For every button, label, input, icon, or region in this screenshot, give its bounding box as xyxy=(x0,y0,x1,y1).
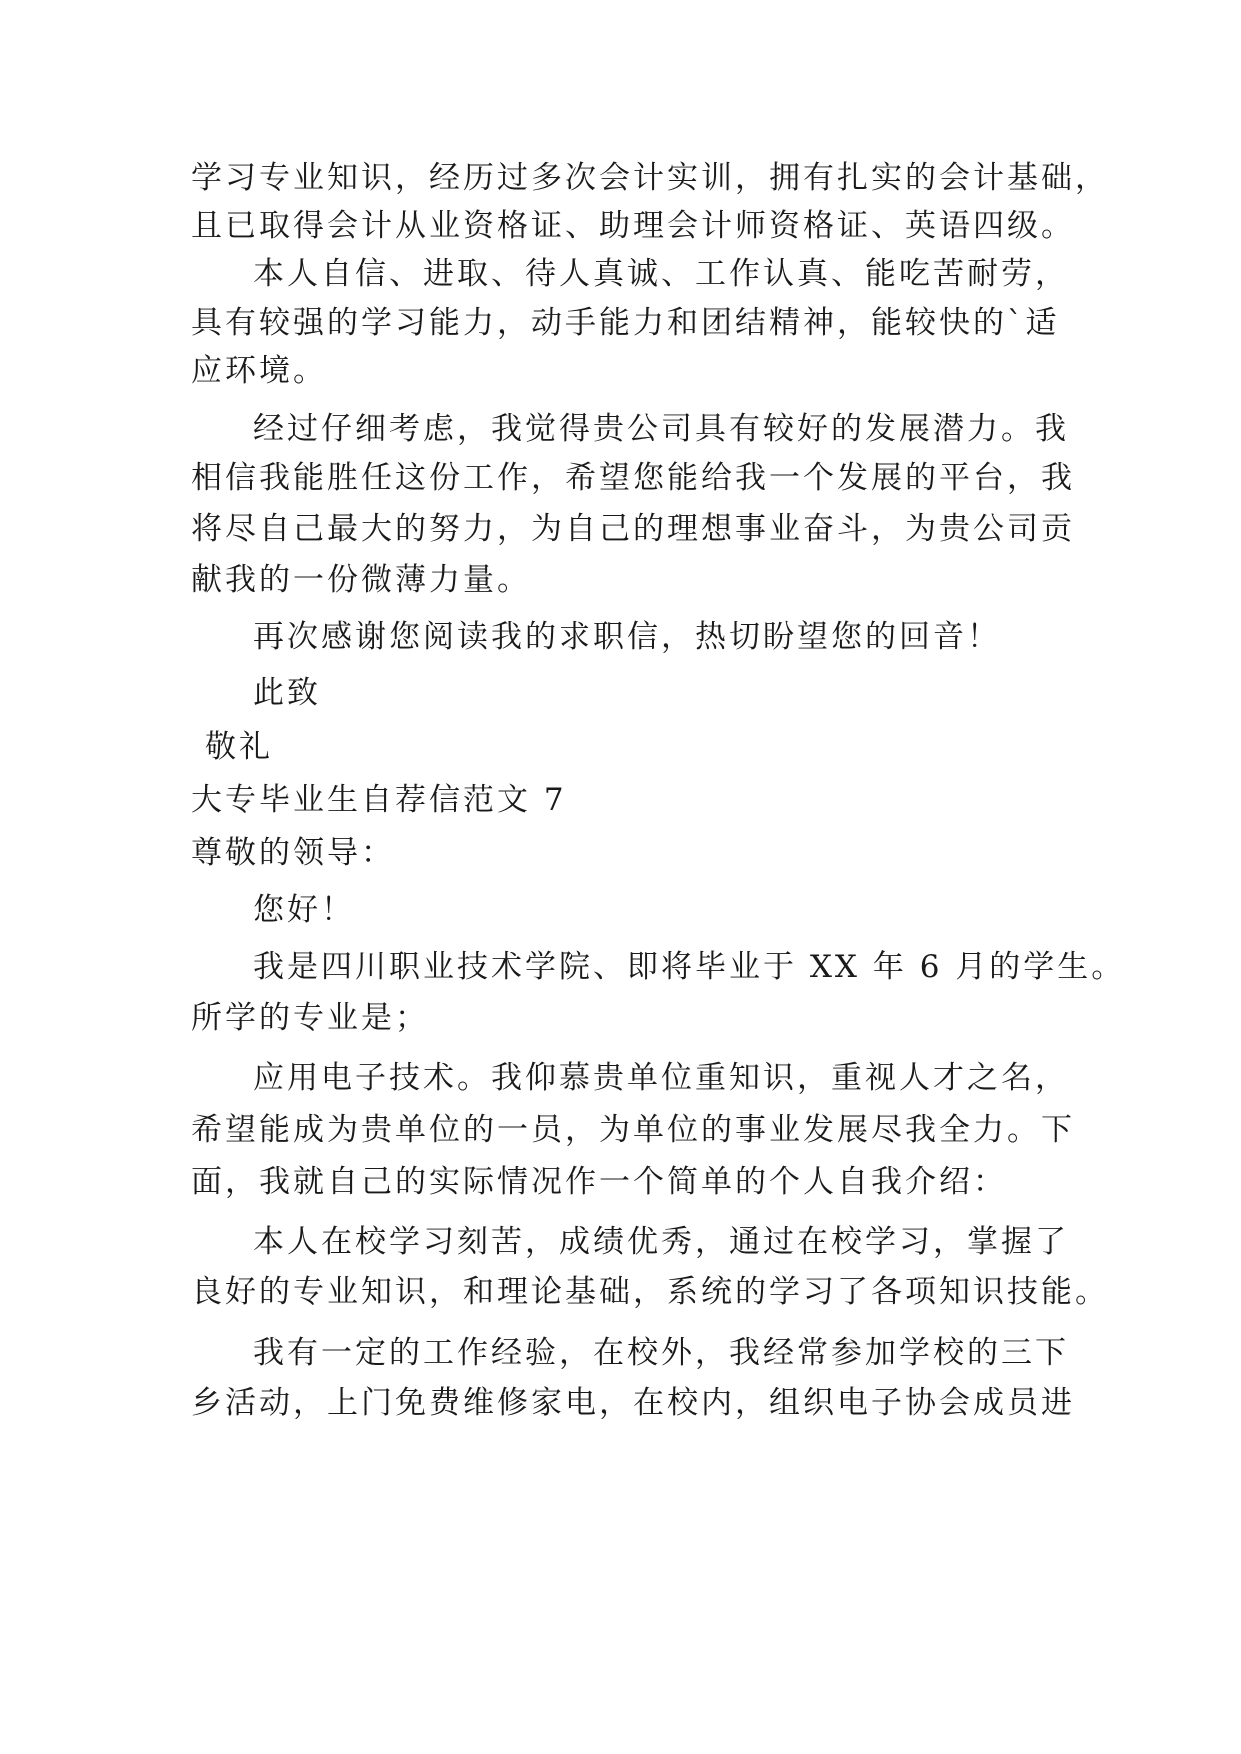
line-04: 具有较强的学习能力，动手能力和团结精神，能较快的`适 xyxy=(191,305,1060,341)
line-19: 希望能成为贵单位的一员，为单位的事业发展尽我全力。下 xyxy=(191,1112,1075,1148)
line-09: 献我的一份微薄力量。 xyxy=(191,562,531,598)
line-14: 尊敬的领导： xyxy=(191,835,395,871)
line-23: 我有一定的工作经验，在校外，我经常参加学校的三下 xyxy=(253,1335,1069,1371)
line-15: 您好！ xyxy=(253,892,355,928)
line-16: 我是四川职业技术学院、即将毕业于 XX 年 6 月的学生。 xyxy=(253,949,1126,985)
line-24: 乡活动，上门免费维修家电，在校内，组织电子协会成员进 xyxy=(191,1385,1075,1421)
line-10: 再次感谢您阅读我的求职信，热切盼望您的回音！ xyxy=(253,619,1001,655)
line-20: 面，我就自己的实际情况作一个简单的个人自我介绍： xyxy=(191,1164,1007,1200)
line-17: 所学的专业是； xyxy=(191,1000,429,1036)
line-01: 学习专业知识，经历过多次会计实训，拥有扎实的会计基础， xyxy=(191,160,1109,196)
line-22: 良好的专业知识，和理论基础，系统的学习了各项知识技能。 xyxy=(191,1274,1109,1310)
line-12: 敬礼 xyxy=(205,729,273,765)
line-11: 此致 xyxy=(253,675,321,711)
line-18: 应用电子技术。我仰慕贵单位重知识，重视人才之名， xyxy=(253,1060,1069,1096)
line-21: 本人在校学习刻苦，成绩优秀，通过在校学习，掌握了 xyxy=(253,1224,1069,1260)
line-05: 应环境。 xyxy=(191,353,327,389)
line-06: 经过仔细考虑，我觉得贵公司具有较好的发展潜力。我 xyxy=(253,411,1069,447)
line-07: 相信我能胜任这份工作，希望您能给我一个发展的平台，我 xyxy=(191,460,1075,496)
line-13: 大专毕业生自荐信范文 7 xyxy=(191,782,567,818)
line-08: 将尽自己最大的努力，为自己的理想事业奋斗，为贵公司贡 xyxy=(191,511,1075,547)
line-02: 且已取得会计从业资格证、助理会计师资格证、英语四级。 xyxy=(191,208,1075,244)
line-03: 本人自信、进取、待人真诚、工作认真、能吃苦耐劳， xyxy=(253,256,1069,292)
